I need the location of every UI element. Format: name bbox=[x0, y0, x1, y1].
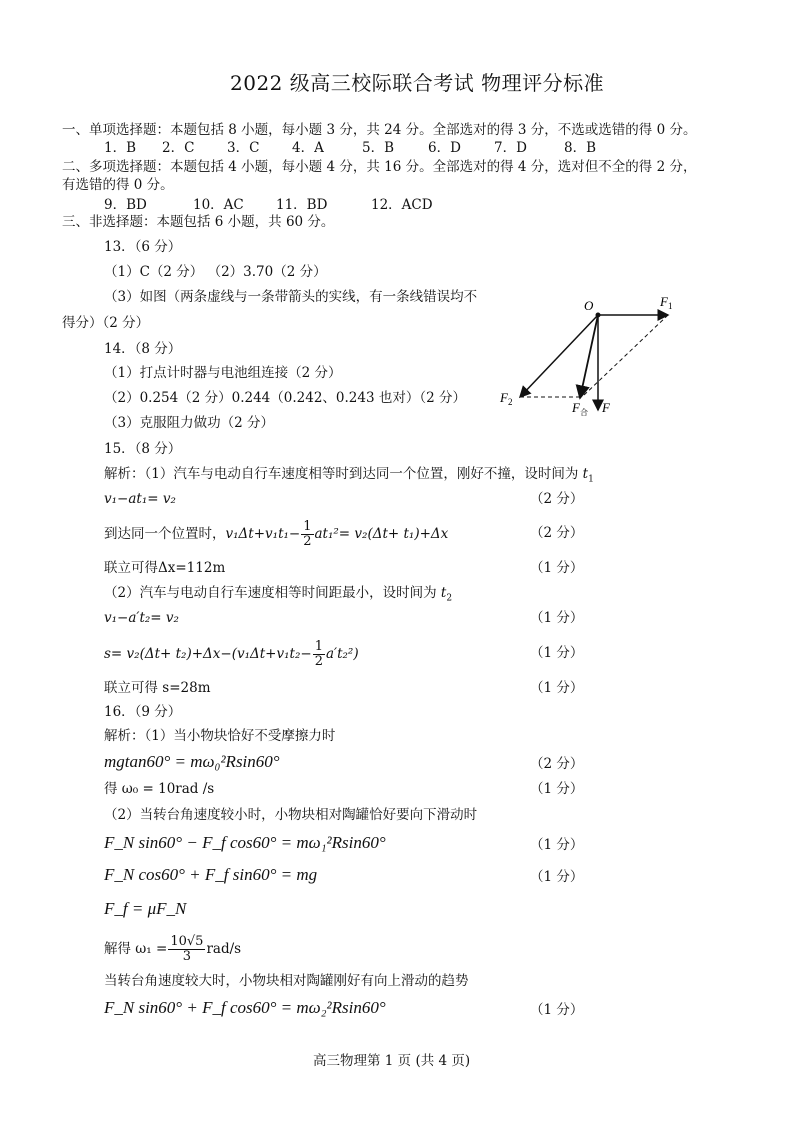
answer-10: 10．AC bbox=[193, 197, 244, 213]
q16-intro: 解析：（1）当小物块恰好不受摩擦力时 bbox=[104, 728, 336, 744]
q16-eq2: 得 ω₀ = 10rad /s bbox=[104, 781, 215, 797]
label-f-resultant: $F_合$ bbox=[572, 400, 588, 417]
q16-eq5: F_f = μF_N bbox=[104, 899, 187, 918]
answer-6: 6．D bbox=[428, 140, 461, 156]
q16-eq3: F_N sin60° − F_f cos60° = mω₁²Rsin60° bbox=[104, 833, 386, 852]
q15-score-5: （1 分） bbox=[530, 645, 584, 661]
q13-answer-3-line1: （3）如图（两条虚线与一条带箭头的实线，有一条线错误均不 bbox=[104, 289, 478, 305]
q16-part3: 当转台角速度较大时，小物块相对陶罐刚好有向上滑动的趋势 bbox=[104, 973, 469, 989]
q15-score-2: （2 分） bbox=[530, 525, 584, 541]
q16-part2: （2）当转台角速度较小时，小物块相对陶罐恰好要向下滑动时 bbox=[104, 807, 478, 823]
answer-4: 4．A bbox=[292, 140, 324, 156]
answer-9: 9．BD bbox=[104, 197, 147, 213]
q16-number: 16．（9 分） bbox=[104, 704, 182, 720]
resultant-vector bbox=[580, 315, 598, 398]
section-3-header: 三、非选择题：本题包括 6 小题，共 60 分。 bbox=[62, 214, 335, 230]
q16-score-5: （1 分） bbox=[530, 1002, 584, 1018]
q15-number: 15．（8 分） bbox=[104, 441, 182, 457]
label-f1: $F_1$ bbox=[660, 294, 673, 311]
q13-number: 13．（6 分） bbox=[104, 239, 182, 255]
q15-score-6: （1 分） bbox=[530, 680, 584, 696]
f2-vector bbox=[520, 315, 598, 397]
answer-8: 8．B bbox=[564, 140, 597, 156]
q16-score-4: （1 分） bbox=[530, 869, 584, 885]
section-2-header-line1: 二、多项选择题：本题包括 4 小题，每小题 4 分，共 16 分。全部选对的得 4 分，选对但不全的得 2 分， bbox=[62, 159, 697, 175]
page-title: 2022 级高三校际联合考试 物理评分标准 bbox=[230, 71, 605, 95]
q16-eq1: mgtan60° = mω₀²Rsin60° bbox=[104, 752, 280, 771]
answer-12: 12．ACD bbox=[371, 197, 433, 213]
answer-11: 11．BD bbox=[276, 197, 328, 213]
answer-3: 3．C bbox=[227, 140, 260, 156]
q15-eq6: 联立可得 s=28m bbox=[104, 680, 211, 696]
answer-5: 5．B bbox=[362, 140, 395, 156]
origin-point bbox=[596, 313, 601, 318]
q14-number: 14．（8 分） bbox=[104, 341, 182, 357]
q14-answer-2: （2）0.254（2 分）0.244（0.242、0.243 也对）（2 分） bbox=[104, 390, 466, 406]
section-1-header: 一、单项选择题：本题包括 8 小题，每小题 3 分，共 24 分。全部选对的得 3 分，不选或选错的得 0 分。 bbox=[62, 122, 697, 138]
q15-part2: （2）汽车与电动自行车速度相等时间距最小，设时间为 $t_2$ bbox=[104, 585, 453, 604]
answer-2: 2．C bbox=[162, 140, 195, 156]
q15-eq5: s= v₂(Δt+ t₂)+Δx−(v₁Δt+v₁t₂− $\frac{1}{2}$ a′t₂²) bbox=[104, 639, 359, 669]
q15-score-3: （1 分） bbox=[530, 560, 584, 576]
q15-eq1: v₁−at₁= v₂ bbox=[104, 491, 176, 507]
q15-eq2: 到达同一个位置时，v₁Δt+v₁t₁− $\frac{1}{2}$ at₁²= v₂(Δt+ t₁)+Δx bbox=[104, 519, 449, 549]
page-footer: 高三物理第 1 页 (共 4 页) bbox=[313, 1053, 471, 1069]
q16-eq6: 解得 ω₁ = $\frac{10√5}{3}$ rad/s bbox=[104, 934, 242, 964]
q16-score-3: （1 分） bbox=[530, 837, 584, 853]
section-2-header-line2: 有选错的得 0 分。 bbox=[62, 177, 174, 193]
q15-eq3: 联立可得Δx=112m bbox=[104, 560, 226, 576]
q16-score-2: （1 分） bbox=[530, 781, 584, 797]
q15-eq4: v₁−a′t₂= v₂ bbox=[104, 610, 179, 626]
q16-eq7: F_N sin60° + F_f cos60° = mω₂²Rsin60° bbox=[104, 998, 386, 1017]
q15-score-1: （2 分） bbox=[530, 491, 584, 507]
q16-eq4: F_N cos60° + F_f sin60° = mg bbox=[104, 865, 318, 884]
q14-answer-1: （1）打点计时器与电池组连接（2 分） bbox=[104, 365, 342, 381]
q13-answer-1-2: （1）C（2 分） （2）3.70（2 分） bbox=[104, 264, 327, 280]
q15-intro: 解析：（1）汽车与电动自行车速度相等时到达同一个位置，刚好不撞，设时间为 $t_1$ bbox=[104, 466, 594, 485]
label-o: O bbox=[584, 298, 594, 313]
q16-score-1: （2 分） bbox=[530, 756, 584, 772]
label-f: F bbox=[602, 400, 610, 415]
label-f2: $F_2$ bbox=[500, 390, 513, 407]
answer-7: 7．D bbox=[494, 140, 527, 156]
q14-answer-3: （3）克服阻力做功（2 分） bbox=[104, 415, 274, 431]
force-diagram bbox=[490, 292, 690, 422]
q13-answer-3-line2: 得分）（2 分） bbox=[62, 315, 150, 331]
q15-score-4: （1 分） bbox=[530, 610, 584, 626]
answer-1: 1．B bbox=[104, 140, 137, 156]
